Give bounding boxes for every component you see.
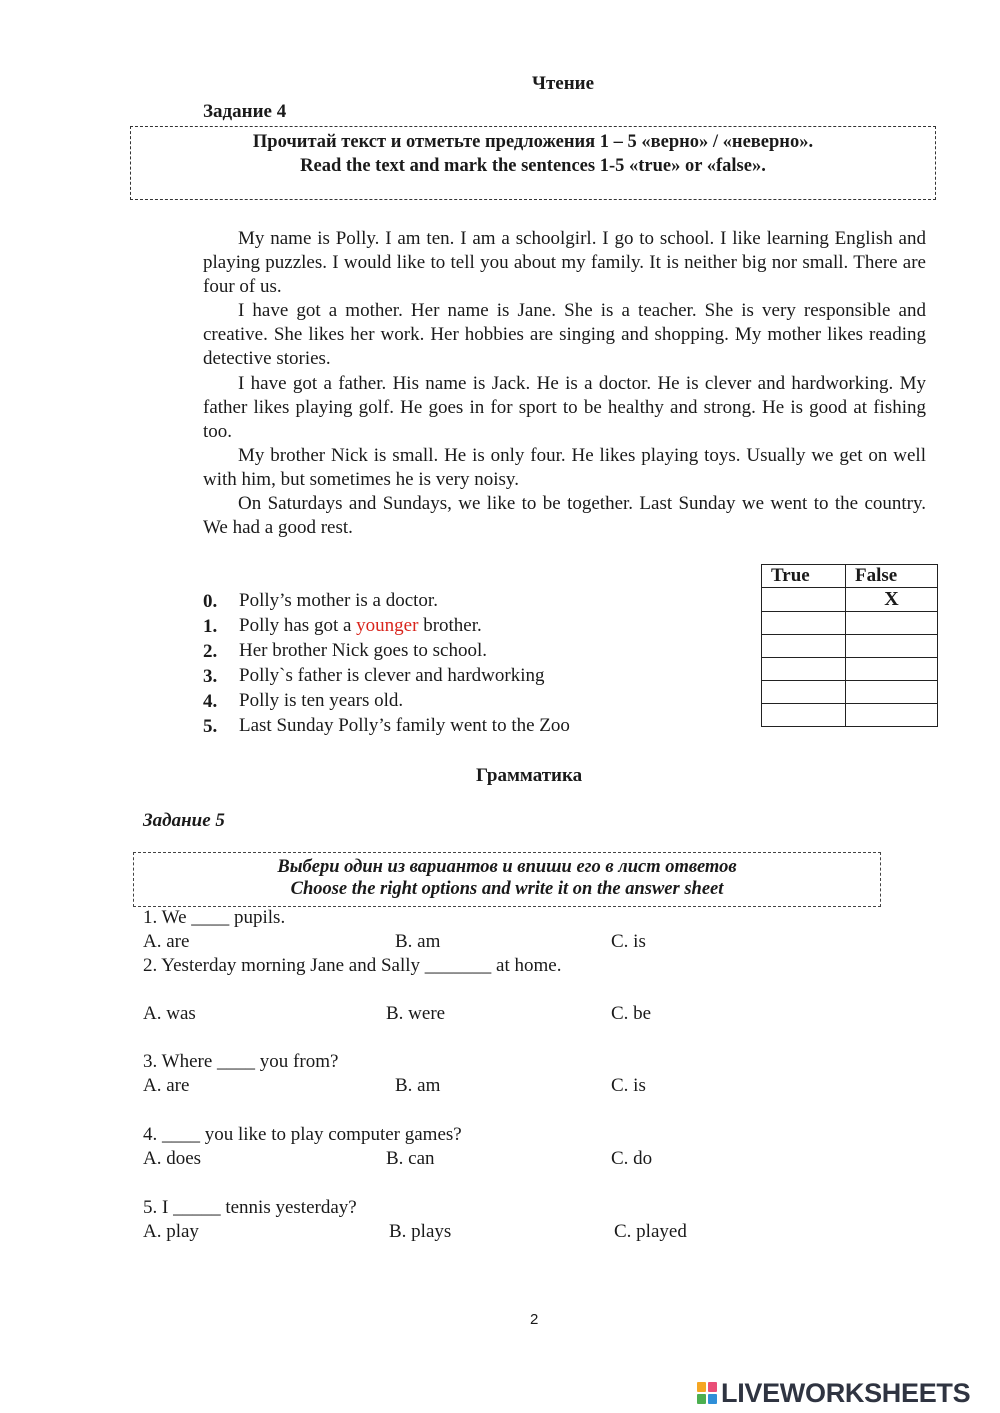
- liveworksheets-logo: [697, 1378, 970, 1408]
- statement-text-pre: Polly has got a: [239, 615, 357, 636]
- passage-paragraph: I have got a father. His name is Jack. He is a doctor. He is clever and hardworking. My father likes playing golf. He goes in for sport to be healthy and strong. He is good at fishing too.: [203, 372, 926, 442]
- answer-cell-true[interactable]: [762, 704, 846, 727]
- grammar-question: 4. ____ you like to play computer games?: [143, 1124, 462, 1145]
- grammar-question: 2. Yesterday morning Jane and Sally _______ at home.: [143, 955, 562, 976]
- answer-cell-false[interactable]: [846, 704, 938, 727]
- instruction-ru-5: Выбери один из вариантов и впиши его в лист ответов: [277, 857, 737, 877]
- instruction-en-4: Read the text and mark the sentences 1-5 «true» or «false».: [300, 156, 766, 176]
- statement-text: Polly`s father is clever and hardworking: [239, 665, 545, 686]
- task-label-4: Задание 4: [203, 101, 287, 122]
- option-c[interactable]: C. played: [614, 1221, 687, 1242]
- option-b[interactable]: B. am: [395, 1075, 441, 1096]
- instruction-box-5: [133, 852, 881, 907]
- option-b[interactable]: B. plays: [389, 1221, 452, 1242]
- statement-number: 3.: [203, 666, 218, 687]
- liveworksheets-logo-icon: [697, 1382, 717, 1404]
- instruction-ru-4: Прочитай текст и отметьте предложения 1 – 5 «верно» / «неверно».: [252, 132, 814, 152]
- reading-passage: [203, 227, 926, 540]
- true-false-table: [761, 564, 938, 727]
- option-b[interactable]: B. can: [386, 1148, 435, 1169]
- page-number: 2: [530, 1311, 539, 1328]
- answer-cell-false[interactable]: [846, 635, 938, 658]
- option-a[interactable]: A. was: [143, 1003, 196, 1024]
- answer-cell-true[interactable]: [762, 658, 846, 681]
- instruction-box-4: [130, 126, 936, 200]
- option-a[interactable]: A. are: [143, 1075, 190, 1096]
- answer-cell-true[interactable]: [762, 681, 846, 704]
- statement-text: Her brother Nick goes to school.: [239, 640, 487, 661]
- task-label-5: Задание 5: [143, 810, 225, 831]
- logo-square: [708, 1394, 717, 1404]
- answer-cell-true[interactable]: [762, 612, 846, 635]
- grammar-question: 5. I _____ tennis yesterday?: [143, 1197, 357, 1218]
- option-b[interactable]: B. am: [395, 931, 441, 952]
- logo-square: [708, 1382, 717, 1392]
- false-header: False: [846, 565, 938, 588]
- statement-text: Polly is ten years old.: [239, 690, 404, 711]
- statement-number: 1.: [203, 616, 218, 637]
- passage-paragraph: My name is Polly. I am ten. I am a schoolgirl. I go to school. I like learning English and playing puzzles. I would like to tell you about my family. It is neither big nor small. There are four of us.: [203, 228, 926, 298]
- option-a[interactable]: A. does: [143, 1148, 202, 1169]
- true-header: True: [762, 565, 846, 588]
- statement-number: 2.: [203, 641, 218, 662]
- statement-number: 5.: [203, 716, 218, 737]
- section-title-reading: Чтение: [532, 73, 595, 94]
- logo-square: [697, 1394, 706, 1404]
- option-c[interactable]: C. is: [611, 1075, 646, 1096]
- statement-number: 0.: [203, 591, 218, 612]
- highlighted-word: younger: [356, 615, 419, 636]
- statement-text-post: brother.: [418, 615, 482, 636]
- grammar-question: 3. Where ____ you from?: [143, 1051, 339, 1072]
- option-c[interactable]: C. do: [611, 1148, 653, 1169]
- statement-number: 4.: [203, 691, 218, 712]
- statement-text: [239, 615, 482, 637]
- statement-text: Last Sunday Polly’s family went to the Zoo: [239, 715, 570, 736]
- passage-paragraph: On Saturdays and Sundays, we like to be together. Last Sunday we went to the country. We had a good rest.: [203, 493, 926, 539]
- grammar-question: 1. We ____ pupils.: [143, 907, 286, 928]
- statement-text: Polly’s mother is a doctor.: [239, 590, 438, 611]
- option-c[interactable]: C. is: [611, 931, 646, 952]
- answer-cell-true[interactable]: [762, 588, 846, 612]
- passage-paragraph: I have got a mother. Her name is Jane. She is a teacher. She is very responsible and creative. She likes her work. Her hobbies are singing and shopping. My mother likes reading detective stories.: [203, 300, 926, 370]
- logo-text: LIVEWORKSHEETS: [721, 1377, 971, 1408]
- answer-cell-false[interactable]: X: [846, 588, 938, 612]
- option-a[interactable]: A. are: [143, 931, 190, 952]
- option-b[interactable]: B. were: [386, 1003, 446, 1024]
- answer-cell-false[interactable]: [846, 612, 938, 635]
- option-a[interactable]: A. play: [143, 1221, 199, 1242]
- answer-cell-true[interactable]: [762, 635, 846, 658]
- instruction-en-5: Choose the right options and write it on the answer sheet: [290, 879, 724, 899]
- logo-square: [697, 1382, 706, 1392]
- answer-cell-false[interactable]: [846, 658, 938, 681]
- section-title-grammar: Грамматика: [476, 765, 583, 786]
- answer-cell-false[interactable]: [846, 681, 938, 704]
- option-c[interactable]: C. be: [611, 1003, 652, 1024]
- passage-paragraph: My brother Nick is small. He is only four. He likes playing toys. Usually we get on well with him, but sometimes he is very noisy.: [203, 444, 926, 490]
